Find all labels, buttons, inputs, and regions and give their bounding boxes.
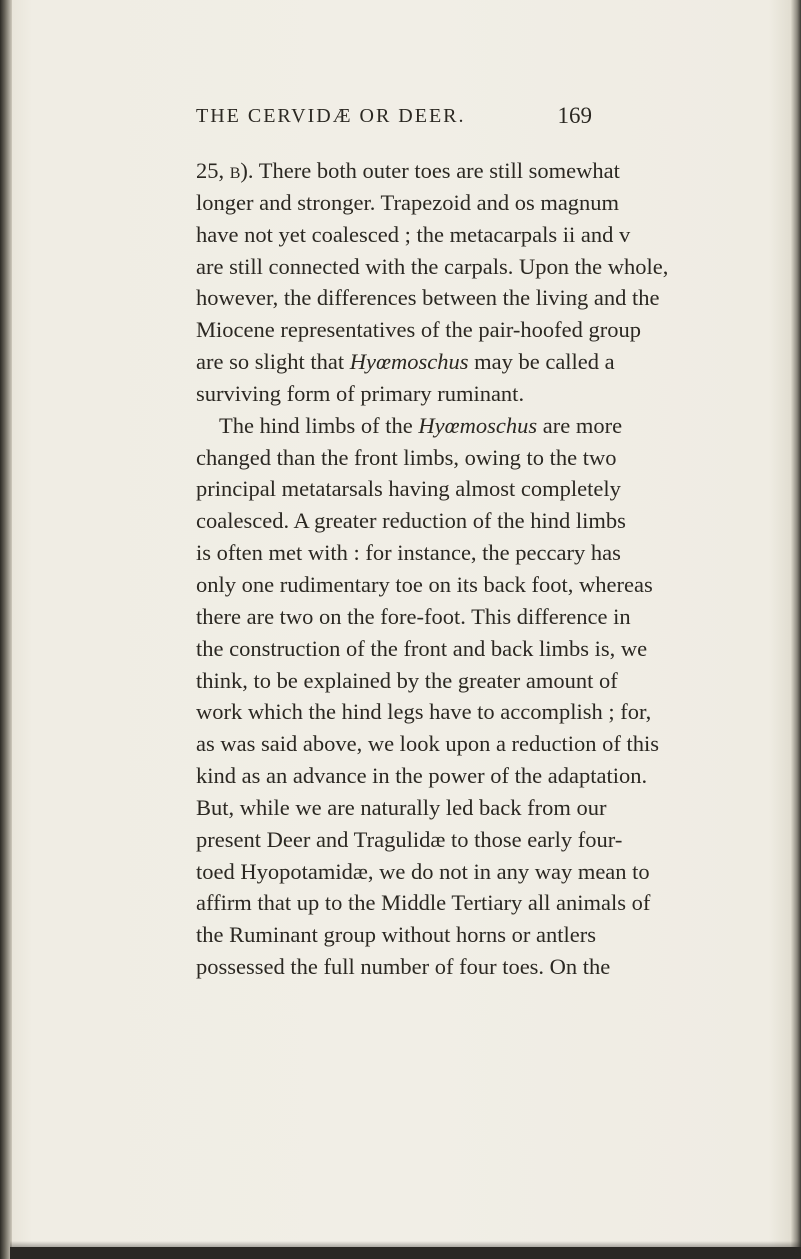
text-line: affirm that up to the Middle Tertiary all animals of bbox=[196, 890, 651, 916]
text-line: there are two on the fore-foot. This difference in bbox=[196, 603, 631, 629]
text-line: are so slight that Hyœmoschus may be called a bbox=[196, 349, 615, 375]
text-line: But, while we are naturally led back from our bbox=[196, 794, 607, 820]
text-line: work which the hind legs have to accomplish ; for, bbox=[196, 699, 652, 725]
page-edge-shadow bbox=[791, 0, 801, 1259]
genus-name: Hyœmoschus bbox=[349, 349, 469, 375]
text-line: present Deer and Tragulidæ to those early four- bbox=[196, 826, 623, 852]
text-line: changed than the front limbs, owing to the two bbox=[196, 444, 617, 470]
genus-name: Hyœmoschus bbox=[418, 412, 538, 438]
text-line: toed Hyopotamidæ, we do not in any way mean to bbox=[196, 858, 650, 884]
text-line: The hind limbs of the Hyœmoschus are more bbox=[219, 412, 623, 438]
text-line: have not yet coalesced ; the metacarpals ii and v bbox=[196, 221, 631, 247]
text-line: principal metatarsals having almost completely bbox=[196, 476, 621, 502]
text-line: only one rudimentary toe on its back foot, whereas bbox=[196, 571, 653, 597]
text-line: Miocene representatives of the pair-hoofed group bbox=[196, 317, 642, 343]
page-header bbox=[196, 105, 592, 135]
text-line: longer and stronger. Trapezoid and os magnum bbox=[196, 189, 620, 215]
text-line: possessed the full number of four toes. On the bbox=[196, 954, 611, 980]
page-gutter-shadow bbox=[0, 0, 12, 1259]
text-line: surviving form of primary ruminant. bbox=[196, 380, 525, 406]
text-line: however, the differences between the living and the bbox=[196, 285, 660, 311]
text-line: is often met with : for instance, the peccary has bbox=[196, 540, 621, 566]
body-text bbox=[196, 155, 669, 983]
text-line: think, to be explained by the greater amount of bbox=[196, 667, 618, 693]
text-line: the construction of the front and back limbs is, we bbox=[196, 635, 648, 661]
text-line: the Ruminant group without horns or antlers bbox=[196, 922, 596, 948]
text-line: 25, b). There both outer toes are still somewhat bbox=[196, 158, 620, 183]
text-line: as was said above, we look upon a reduction of this bbox=[196, 731, 660, 757]
text-line: are still connected with the carpals. Upon the whole, bbox=[196, 253, 669, 279]
text-line: kind as an advance in the power of the adaptation. bbox=[196, 763, 648, 789]
running-head: THE CERVIDÆ OR DEER. bbox=[196, 105, 466, 127]
bottom-border bbox=[10, 1247, 801, 1259]
page-number: 169 bbox=[557, 103, 592, 128]
text-line: coalesced. A greater reduction of the hind limbs bbox=[196, 508, 626, 534]
